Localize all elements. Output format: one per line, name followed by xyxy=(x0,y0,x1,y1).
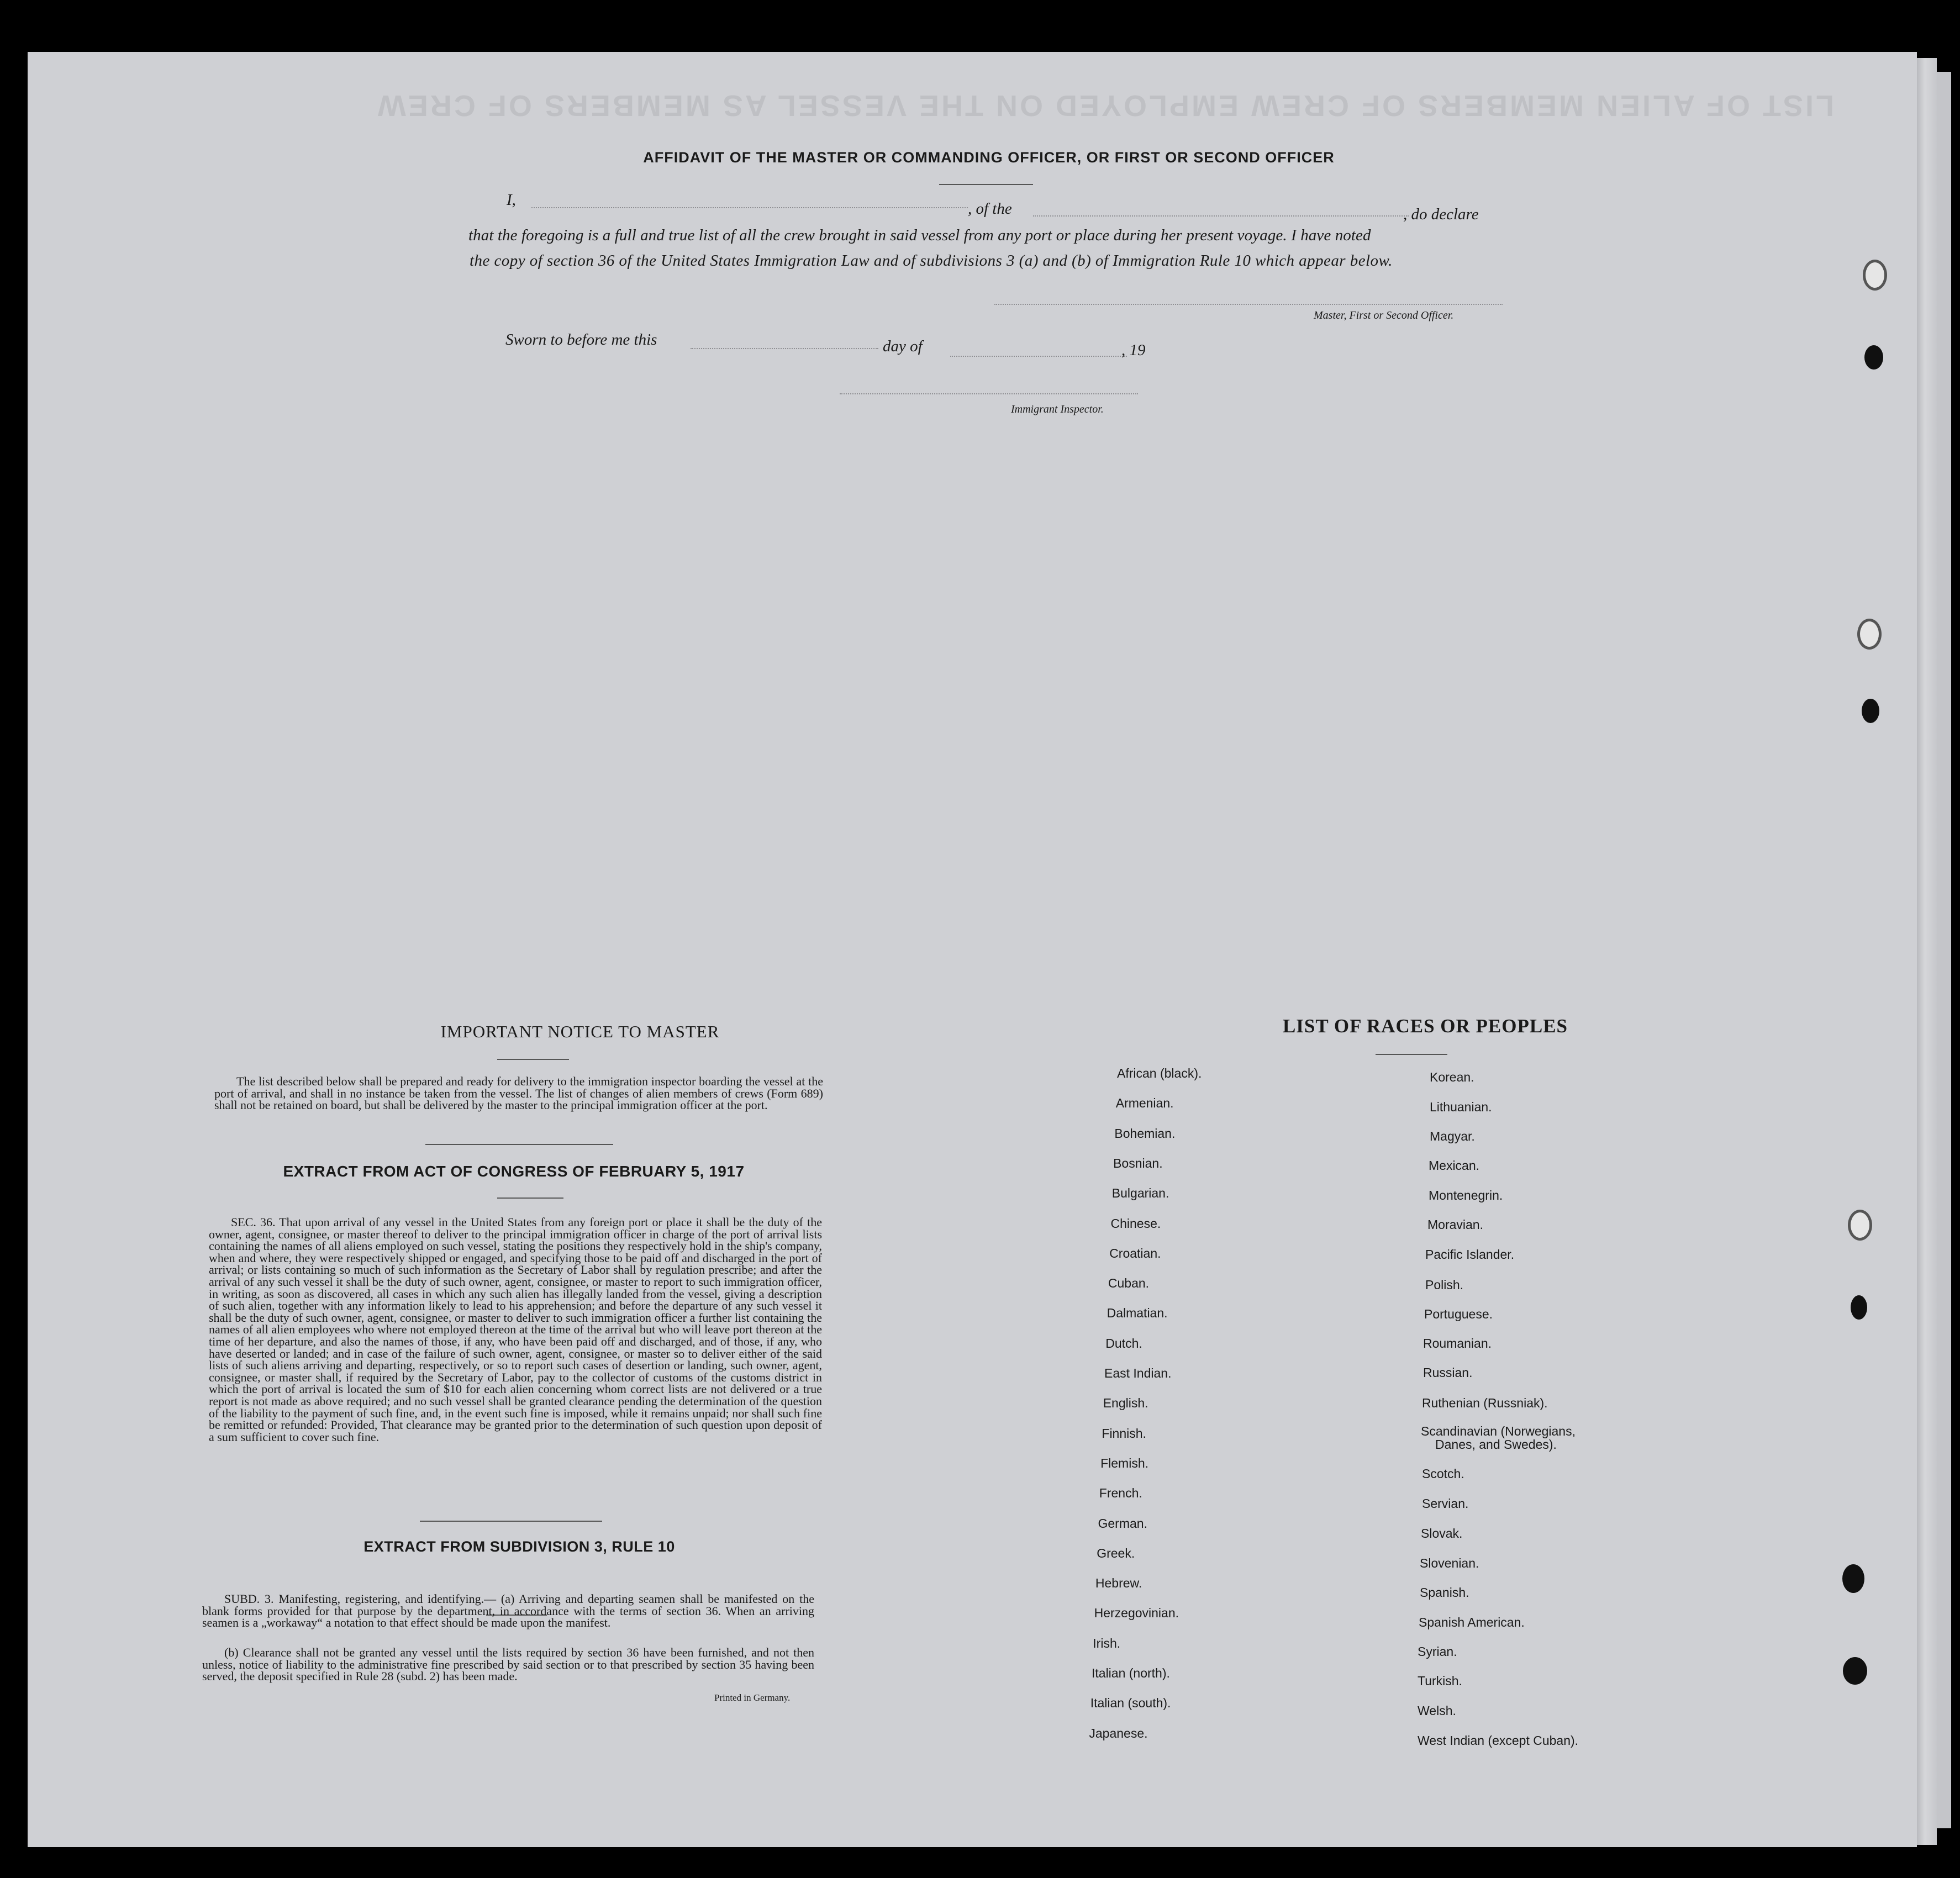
binder-hole xyxy=(1864,345,1883,370)
vessel-blank xyxy=(1033,215,1409,217)
binder-hole xyxy=(1862,699,1879,723)
race-item: Portuguese. xyxy=(1424,1307,1493,1321)
divider xyxy=(497,1059,569,1060)
show-through-header: LIST OF ALIEN MEMBERS OF CREW EMPLOYED ON THE VESSEL AS MEMBERS OF CREW xyxy=(375,89,1834,122)
day-of-text: day of xyxy=(883,337,923,355)
page-edge xyxy=(1917,58,1937,1845)
race-item: Mexican. xyxy=(1429,1158,1480,1173)
race-item: Slovenian. xyxy=(1420,1556,1479,1570)
binder-hole xyxy=(1842,1564,1864,1593)
race-item: French. xyxy=(1099,1486,1142,1501)
race-item: Finnish. xyxy=(1102,1426,1146,1441)
race-item: Bulgarian. xyxy=(1111,1186,1169,1201)
master-signature-label: Master, First or Second Officer. xyxy=(1314,309,1454,321)
race-item: Ruthenian (Russniak). xyxy=(1422,1396,1548,1410)
document-page xyxy=(28,52,1917,1847)
race-item: Herzegovinian. xyxy=(1094,1606,1179,1621)
extract-rule-text-b: (b) Clearance shall not be granted any vessel until the lists required by section 36 have been furnished, and not then unless, notice of liability to the administrative fine prescribed by said section or to that prescribed by section 35 having been served, the deposit specified in Rule 28 (subd. 2) has been made. xyxy=(202,1645,814,1684)
race-item: Hebrew. xyxy=(1095,1576,1142,1591)
race-item: Lithuanian. xyxy=(1430,1100,1492,1114)
race-item: Slovak. xyxy=(1421,1526,1463,1541)
binder-hole xyxy=(1863,260,1887,291)
extract-rule-title: EXTRACT FROM SUBDIVISION 3, RULE 10 xyxy=(363,1538,675,1555)
race-item: Spanish. xyxy=(1420,1585,1469,1600)
race-item: Cuban. xyxy=(1108,1276,1150,1291)
divider xyxy=(420,1521,602,1522)
year-text: , 19 xyxy=(1121,341,1146,359)
sworn-day-blank xyxy=(691,348,878,349)
race-item: English. xyxy=(1103,1396,1148,1411)
race-item: Scandinavian (Norwegians, xyxy=(1421,1424,1576,1438)
divider xyxy=(939,184,1033,185)
inspector-signature-line xyxy=(840,393,1138,394)
page-edge-back xyxy=(1937,72,1951,1828)
extract-act-title: EXTRACT FROM ACT OF CONGRESS OF FEBRUARY 5, 1917 xyxy=(283,1163,745,1180)
race-item: Turkish. xyxy=(1418,1674,1462,1688)
race-item: Welsh. xyxy=(1418,1703,1456,1718)
race-item: Pacific Islander. xyxy=(1425,1247,1515,1262)
race-item: Danes, and Swedes). xyxy=(1435,1437,1557,1452)
race-item: Japanese. xyxy=(1089,1726,1148,1740)
race-item: Dutch. xyxy=(1105,1336,1142,1351)
race-item: Scotch. xyxy=(1422,1466,1464,1481)
affidavit-title: AFFIDAVIT OF THE MASTER OR COMMANDING OFFICER, OR FIRST OR SECOND OFFICER xyxy=(643,149,1335,166)
printed-in-germany: Printed in Germany. xyxy=(714,1692,791,1703)
race-item: Bohemian. xyxy=(1114,1126,1176,1141)
divider xyxy=(425,1144,613,1145)
races-title: LIST OF RACES OR PEOPLES xyxy=(1282,1015,1568,1037)
race-item: Montenegrin. xyxy=(1429,1188,1503,1202)
sworn-text: Sworn to before me this xyxy=(505,331,657,349)
race-item: Russian. xyxy=(1423,1365,1473,1380)
divider xyxy=(1376,1054,1447,1055)
race-item: Servian. xyxy=(1422,1496,1469,1511)
race-item: Italian (south). xyxy=(1090,1696,1171,1711)
race-item: Chinese. xyxy=(1110,1216,1161,1231)
affidavit-declare: , do declare xyxy=(1403,205,1479,223)
race-item: West Indian (except Cuban). xyxy=(1418,1733,1579,1748)
race-item: Spanish American. xyxy=(1419,1615,1525,1629)
notice-text: The list described below shall be prepared and ready for delivery to the immigration inspector boarding the vessel at the port of arrival, and shall in no instance be taken from the vessel. The list of changes of alien members of crews (Form 689) shall not be retained on board, but shall be delivered by the master to the principal immigration officer at the port. xyxy=(214,1074,823,1112)
binder-hole xyxy=(1857,619,1882,650)
race-item: Irish. xyxy=(1093,1636,1121,1650)
inspector-signature-label: Immigrant Inspector. xyxy=(1011,403,1104,415)
race-item: Moravian. xyxy=(1427,1217,1483,1232)
race-item: Roumanian. xyxy=(1423,1336,1492,1351)
race-item: Greek. xyxy=(1097,1545,1135,1560)
affidavit-line-2: that the foregoing is a full and true list of all the crew brought in said vessel from any port or place during her present voyage. I have noted xyxy=(468,226,1371,244)
race-item: German. xyxy=(1098,1516,1147,1531)
race-item: African (black). xyxy=(1117,1066,1202,1080)
sworn-month-blank xyxy=(950,356,1127,357)
race-item: East Indian. xyxy=(1104,1366,1172,1380)
affidavit-of-the: , of the xyxy=(968,200,1012,218)
master-signature-line xyxy=(994,304,1503,305)
extract-act-text: SEC. 36. That upon arrival of any vessel in the United States from any foreign port or place it shall be the duty of the owner, agent, consignee, or master thereof to deliver to the principal immigration officer in charge of the port of arrival lists containing the names of all aliens employed on such vessel, stating the positions they respectively hold in the ship's company, when and where, they were respectively shipped or engaged, and specifying those to be paid off and discharged in the port of arrival; or lists containing so much of such information as the Secretary of Labor shall by regulation prescribe; and after the arrival of any such vessel it shall be the duty of such owner, agent, consignee, or master to report to such immigration officer, in writing, as soon as discovered, all cases in which any such alien has illegally landed from the vessel, giving a description of such alien, together with any information likely to lead to his apprehension; and before the departure of any such vessel it shall be the duty of such owner, agent, consignee, or master to deliver to such immigration officer a further list containing the names of all alien employees who where not employed thereon at the time of the arrival but who will leave port thereon at the time of her departure, and also the names of those, if any, who have been paid off and discharged, and of those, if any, who have deserted or landed; and in case of the failure of such owner, agent, consignee, or master so to deliver either of the said lists of such aliens arriving and departing, respectively, or so to report such cases of desertion or landing, such owner, agent, consignee, or master shall, if required by the Secretary of Labor, pay to the collector of customs of the customs district in which the port of arrival is located the sum of $10 for each alien concerning whom correct lists are not delivered or a true report is not made as above required; and no such vessel shall be granted clearance pending the determination of the question of the liability to the payment of such fine, and, in the event such fine is imposed, while it remains unpaid; nor shall such fine be remitted or refunded: Provided, That clearance may be granted prior to the determination of such question upon deposit of a sum sufficient to cover such fine. xyxy=(209,1215,822,1444)
race-item: Dalmatian. xyxy=(1107,1306,1168,1321)
race-item: Magyar. xyxy=(1430,1129,1475,1143)
race-item: Flemish. xyxy=(1100,1455,1148,1470)
race-item: Syrian. xyxy=(1418,1644,1457,1659)
race-item: Armenian. xyxy=(1115,1096,1174,1111)
extract-rule-text-a: SUBD. 3. Manifesting, registering, and identifying.— (a) Arriving and departing seamen shall be manifested on the blank forms provided for that purpose by the department, in accordance with the terms of section 36. When an arriving seamen is a „workaway“ a notation to that effect should be made upon the manifest. xyxy=(202,1592,814,1630)
race-item: Croatian. xyxy=(1109,1246,1161,1260)
race-item: Korean. xyxy=(1430,1070,1474,1084)
binder-hole xyxy=(1843,1657,1867,1685)
race-item: Italian (north). xyxy=(1092,1666,1170,1680)
name-blank xyxy=(531,207,968,208)
affidavit-line-3: the copy of section 36 of the United States Immigration Law and of subdivisions 3 (a) and (b) of Immigration Rule 10 which appear below. xyxy=(470,252,1393,270)
affidavit-i: I, xyxy=(507,191,516,209)
divider xyxy=(497,1198,563,1199)
race-item: Polish. xyxy=(1425,1278,1464,1292)
notice-title: IMPORTANT NOTICE TO MASTER xyxy=(440,1022,720,1041)
race-item: Bosnian. xyxy=(1113,1156,1163,1170)
binder-hole xyxy=(1851,1295,1867,1320)
binder-hole xyxy=(1848,1210,1872,1241)
